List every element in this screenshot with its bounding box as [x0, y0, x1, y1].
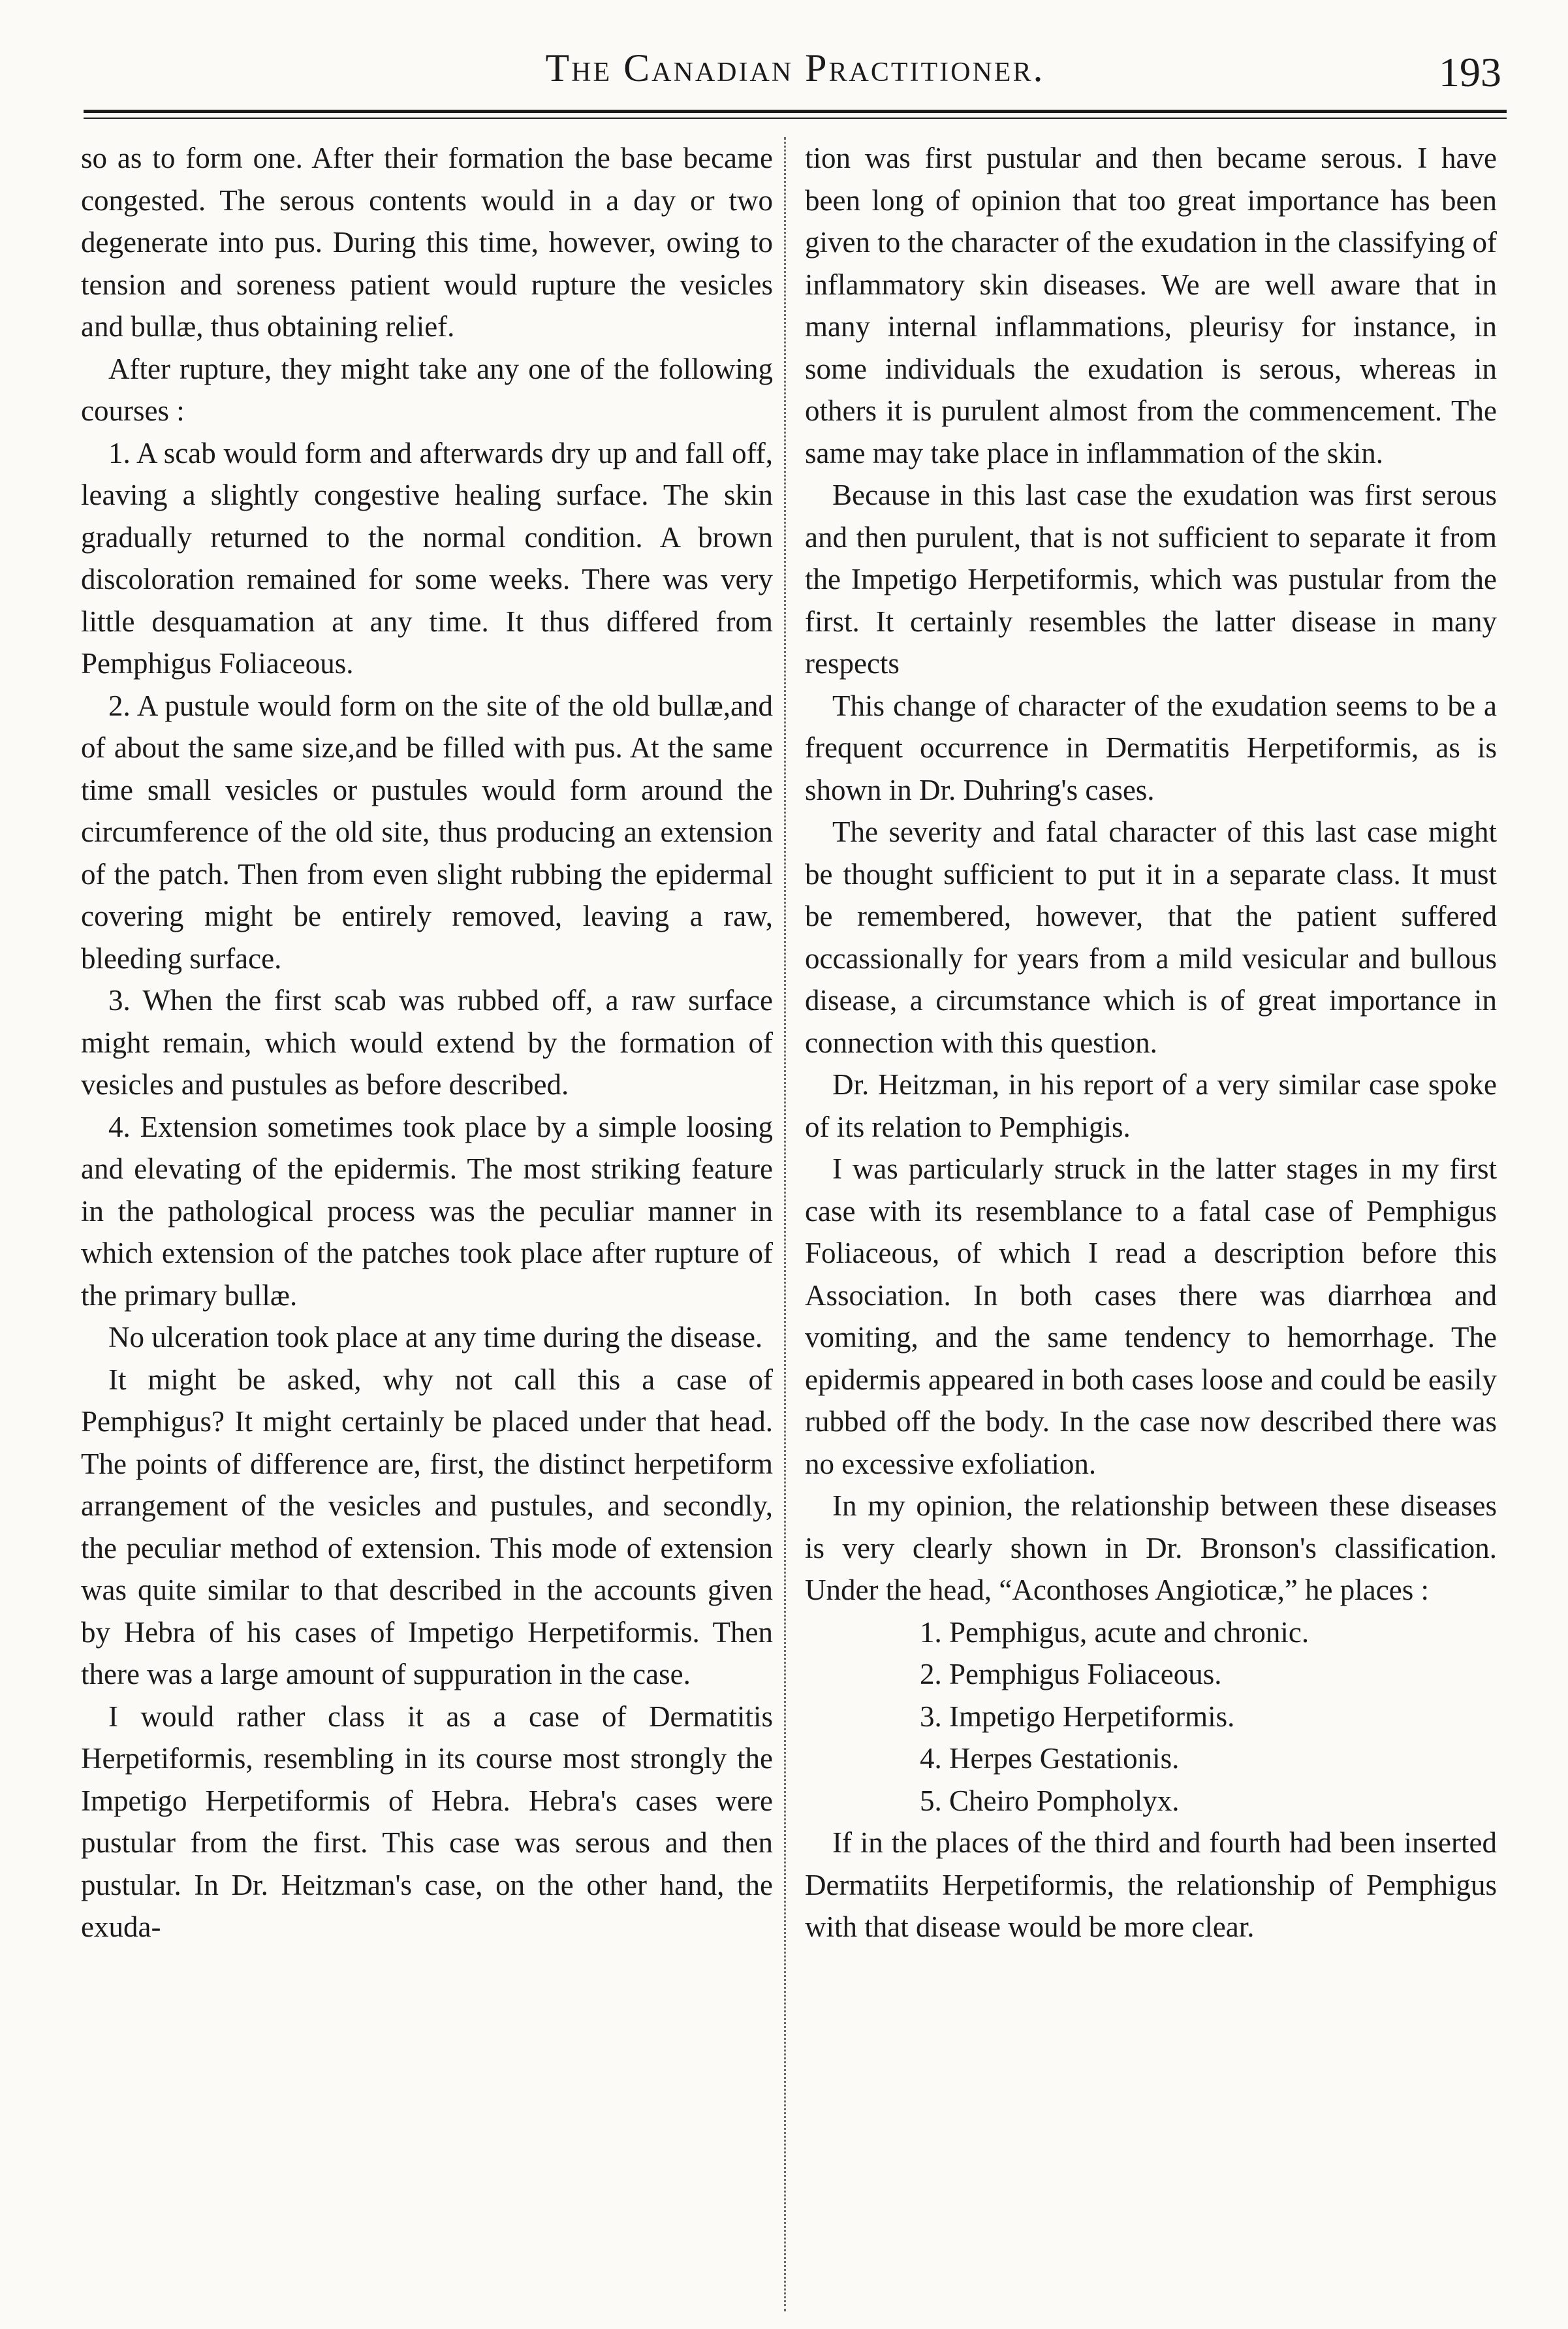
paragraph: In my opinion, the relationship between these diseases is very clearly shown in Dr. Bronson's classification. Under the head, “Aconthoses Angioticæ,” he places :	[805, 1489, 1497, 1606]
page-number: 193	[1439, 49, 1501, 95]
paragraph: so as to form one. After their formation the base became congested. The serous contents would in a day or two degenerate into pus. During this time, however, owing to tension and soreness patient would rupture the vesicles and bullæ, thus obtaining relief.	[81, 142, 773, 343]
paragraph: I would rather class it as a case of Dermatitis Herpetiformis, resembling in its course most strongly the Impetigo Herpetiformis of Hebra. Hebra's cases were pustular from the first. This case was serous and then pustular. In Dr. Heitzman's case, on the other hand, the exuda-	[81, 1700, 773, 1943]
paragraph: Because in this last case the exudation was first serous and then purulent, that is not sufficient to separate it from the Impetigo Herpetiformis, which was pustular from the first. It certainly resembles the latter disease in many respects	[805, 479, 1497, 680]
column-divider	[784, 137, 786, 2311]
journal-title: The Canadian Practitioner.	[545, 46, 1045, 89]
paragraph: The severity and fatal character of this last case might be thought sufficient to put it in a separate class. It must be remembered, however, that the patient suffered occassionally for years from a mild vesicular and bullous disease, a circumstance which is of great importance in connection with this question.	[805, 816, 1497, 1059]
header-rule-thick	[84, 110, 1507, 113]
paragraph: After rupture, they might take any one of the following courses :	[81, 352, 773, 427]
paragraph: I was particularly struck in the latter stages in my first case with its resemblance to a fatal case of Pemphigus Foliaceous, of which I read a description before this Association. In both cases there was diarrhœa and vomiting, and the same tendency to hemorrhage. The epidermis appeared in both cases loose and could be easily rubbed off the body. In the case now described there was no excessive exfoliation.	[805, 1152, 1497, 1480]
right-column	[805, 137, 1497, 1948]
list-item: 4. Herpes Gestationis.	[920, 1742, 1180, 1775]
list-item: 3. Impetigo Herpetiformis.	[920, 1700, 1235, 1733]
paragraph: 1. A scab would form and afterwards dry up and fall off, leaving a slightly congestive healing surface. The skin gradually returned to the normal condition. A brown discoloration remained for some weeks. There was very little desquamation at any time. It thus differed from Pemphigus Foliaceous.	[81, 436, 773, 680]
paragraph: tion was first pustular and then became serous. I have been long of opinion that too great importance has been given to the character of the exudation in the classifying of inflammatory skin diseases. We are well aware that in many internal inflammations, pleurisy for instance, in some individuals the exudation is serous, whereas in others it is purulent almost from the commencement. The same may take place in inflammation of the skin.	[805, 142, 1497, 469]
header-rule-thin	[84, 118, 1507, 119]
paragraph: It might be asked, why not call this a case of Pemphigus? It might certainly be placed under that head. The points of difference are, first, the distinct herpetiform arrangement of the vesicles and pustules, and secondly, the peculiar method of extension. This mode of extension was quite similar to that described in the accounts given by Hebra of his cases of Impetigo Herpetiformis. Then there was a large amount of suppuration in the case.	[81, 1363, 773, 1690]
page-header	[84, 39, 1507, 104]
left-column	[81, 137, 773, 1948]
paragraph: Dr. Heitzman, in his report of a very similar case spoke of its relation to Pemphigis.	[805, 1068, 1497, 1143]
paragraph: This change of character of the exudation seems to be a frequent occurrence in Dermatitis Herpetiformis, as is shown in Dr. Duhring's cases.	[805, 689, 1497, 806]
classification-list	[805, 1611, 1497, 1822]
paragraph: 4. Extension sometimes took place by a simple loosing and elevating of the epidermis. The most striking feature in the pathological process was the peculiar manner in which extension of the patches took place after rupture of the primary bullæ.	[81, 1110, 773, 1312]
paragraph: 2. A pustule would form on the site of the old bullæ,and of about the same size,and be filled with pus. At the same time small vesicles or pustules would form around the circumference of the old site, thus producing an extension of the patch. Then from even slight rubbing the epidermal covering might be entirely removed, leaving a raw, bleeding surface.	[81, 689, 773, 975]
list-item: 1. Pemphigus, acute and chronic.	[920, 1615, 1309, 1649]
paragraph: No ulceration took place at any time during the disease.	[108, 1321, 763, 1354]
paragraph: 3. When the first scab was rubbed off, a raw surface might remain, which would extend by the formation of vesicles and pustules as before described.	[81, 984, 773, 1101]
list-item: 2. Pemphigus Foliaceous.	[920, 1658, 1222, 1690]
closing-paragraph: If in the places of the third and fourth had been inserted Dermatiits Herpetiformis, the relationship of Pemphigus with that disease would be more clear.	[805, 1826, 1497, 1943]
list-item: 5. Cheiro Pompholyx.	[920, 1784, 1180, 1817]
